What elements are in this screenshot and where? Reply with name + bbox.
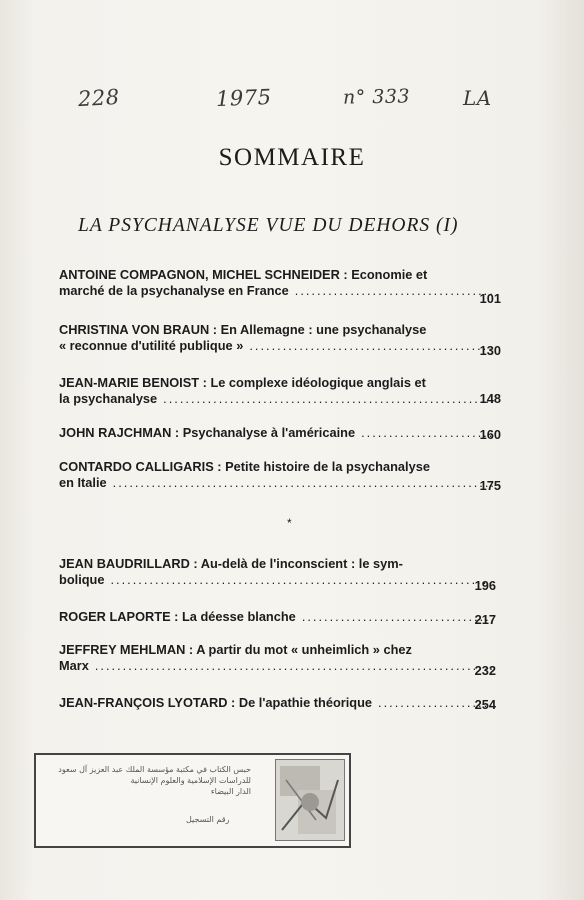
library-stamp [34, 753, 351, 848]
toc-page-number: 232 [474, 663, 496, 678]
toc-entry-line: ROGER LAPORTE : La déesse blanche ..... [59, 609, 499, 625]
toc-page-number: 254 [474, 697, 496, 712]
toc-entry[interactable] [59, 375, 499, 407]
toc-entry-line: la psychanalyse ..... [59, 391, 499, 407]
toc-entry-line: JEAN-MARIE BENOIST : Le complexe idéologique anglais et [59, 375, 426, 390]
toc-entry[interactable] [59, 642, 499, 674]
toc-entry-line: bolique ..... [59, 572, 499, 588]
toc-entry-line: JEAN BAUDRILLARD : Au-delà de l'inconscient : le sym- [59, 556, 403, 571]
toc-entry[interactable] [59, 322, 499, 354]
toc-entry[interactable] [59, 267, 499, 299]
handwritten-note: n° 333 [342, 85, 411, 109]
toc-entry[interactable] [59, 556, 499, 588]
handwritten-note: 1975 [215, 85, 272, 111]
toc-entry-line: JEFFREY MEHLMAN : A partir du mot « unheimlich » chez [59, 642, 412, 657]
toc-entry[interactable] [59, 609, 499, 625]
toc-page-number: 148 [479, 391, 501, 406]
toc-entry-line: JOHN RAJCHMAN : Psychanalyse à l'américaine ..... [59, 425, 499, 441]
toc-page-number: 175 [479, 478, 501, 493]
toc-entry[interactable] [59, 695, 499, 711]
seal-image-icon [275, 759, 345, 841]
toc-entry[interactable] [59, 459, 499, 491]
page-title: SOMMAIRE [218, 144, 366, 171]
toc-entry-line: « reconnue d'utilité publique » ..... [59, 338, 499, 354]
toc-entry-line: en Italie ..... [59, 475, 499, 491]
toc-entry-line: marché de la psychanalyse en France ..... [59, 283, 499, 299]
toc-page-number: 160 [479, 427, 501, 442]
toc-entry-line: CONTARDO CALLIGARIS : Petite histoire de la psychanalyse [59, 459, 430, 474]
toc-page-number: 130 [479, 343, 501, 358]
handwritten-note: LA [463, 86, 492, 110]
stamp-registration-label: رقم التسجيل [186, 815, 230, 824]
toc-entry-line: JEAN-FRANÇOIS LYOTARD : De l'apathie théorique ..... [59, 695, 499, 711]
section-subtitle: LA PSYCHANALYSE VUE DU DEHORS (I) [78, 215, 459, 236]
handwritten-note: 228 [77, 84, 121, 112]
separator-asterisk: * [287, 516, 292, 530]
toc-entry-line: Marx ..... [59, 658, 499, 674]
toc-page-number: 217 [474, 612, 496, 627]
toc-entry-line: CHRISTINA VON BRAUN : En Allemagne : une psychanalyse [59, 322, 427, 337]
toc-entry-line: ANTOINE COMPAGNON, MICHEL SCHNEIDER : Economie et [59, 267, 428, 282]
toc-entry[interactable] [59, 425, 499, 441]
toc-page-number: 101 [479, 291, 501, 306]
toc-page-number: 196 [474, 578, 496, 593]
stamp-text: حبس الكتاب في مكتبة مؤسسة الملك عبد العزيز آل سعود للدراسات الإسلامية والعلوم الإنسانية الدار البيضاء [58, 765, 251, 796]
